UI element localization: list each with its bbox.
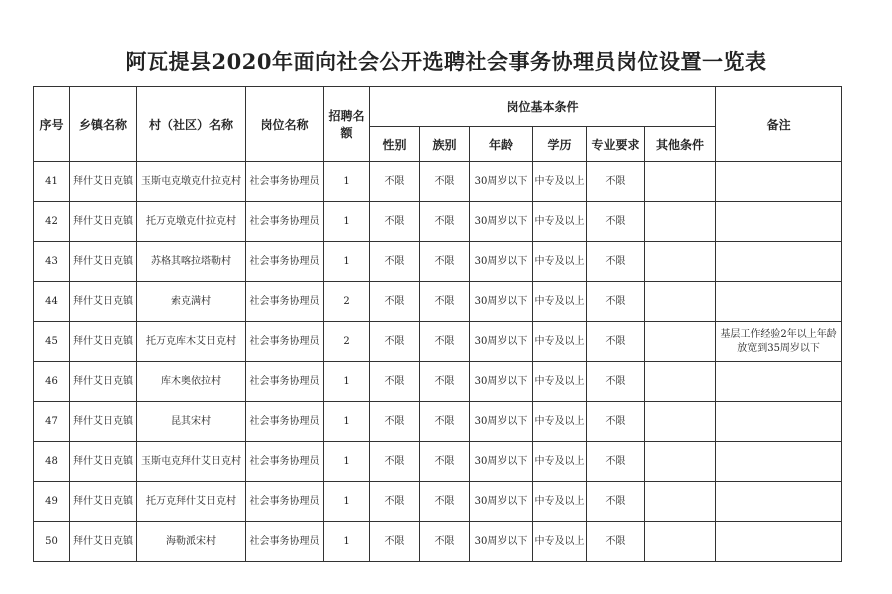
cell-major: 不限 [587, 482, 645, 522]
cell-gender: 不限 [370, 202, 420, 242]
cell-seq: 48 [34, 442, 70, 482]
cell-age: 30周岁以下 [470, 162, 533, 202]
cell-remarks [716, 162, 842, 202]
cell-village: 玉斯屯克拜什艾日克村 [137, 442, 246, 482]
cell-education: 中专及以上 [533, 362, 587, 402]
cell-seq: 41 [34, 162, 70, 202]
cell-other [645, 362, 716, 402]
cell-position: 社会事务协理员 [246, 242, 324, 282]
table-row [34, 362, 842, 402]
cell-education: 中专及以上 [533, 402, 587, 442]
cell-age: 30周岁以下 [470, 202, 533, 242]
table-row [34, 162, 842, 202]
cell-major: 不限 [587, 522, 645, 562]
cell-township: 拜什艾日克镇 [70, 202, 137, 242]
cell-position: 社会事务协理员 [246, 402, 324, 442]
cell-age: 30周岁以下 [470, 322, 533, 362]
cell-other [645, 282, 716, 322]
cell-education: 中专及以上 [533, 442, 587, 482]
cell-major: 不限 [587, 362, 645, 402]
cell-gender: 不限 [370, 482, 420, 522]
cell-township: 拜什艾日克镇 [70, 282, 137, 322]
cell-township: 拜什艾日克镇 [70, 522, 137, 562]
cell-major: 不限 [587, 282, 645, 322]
cell-village: 玉斯屯克墩克什拉克村 [137, 162, 246, 202]
header-remarks: 备注 [716, 87, 842, 162]
cell-village: 托万克拜什艾日克村 [137, 482, 246, 522]
cell-gender: 不限 [370, 282, 420, 322]
cell-other [645, 242, 716, 282]
cell-age: 30周岁以下 [470, 282, 533, 322]
cell-remarks [716, 242, 842, 282]
table-row [34, 202, 842, 242]
header-ethnicity: 族别 [420, 127, 470, 162]
cell-ethnicity: 不限 [420, 162, 470, 202]
cell-remarks [716, 282, 842, 322]
cell-remarks [716, 402, 842, 442]
cell-remarks: 基层工作经验2年以上年龄放宽到35周岁以下 [716, 322, 842, 362]
cell-quota: 1 [324, 442, 370, 482]
cell-quota: 1 [324, 522, 370, 562]
table-row [34, 402, 842, 442]
cell-gender: 不限 [370, 402, 420, 442]
cell-village: 托万克墩克什拉克村 [137, 202, 246, 242]
cell-quota: 1 [324, 162, 370, 202]
header-gender: 性别 [370, 127, 420, 162]
cell-township: 拜什艾日克镇 [70, 242, 137, 282]
cell-seq: 43 [34, 242, 70, 282]
table-row [34, 482, 842, 522]
cell-quota: 1 [324, 362, 370, 402]
table-row [34, 322, 842, 362]
cell-village: 昆其宋村 [137, 402, 246, 442]
header-position: 岗位名称 [246, 87, 324, 162]
cell-other [645, 402, 716, 442]
cell-education: 中专及以上 [533, 162, 587, 202]
cell-ethnicity: 不限 [420, 202, 470, 242]
cell-other [645, 482, 716, 522]
cell-village: 索克满村 [137, 282, 246, 322]
cell-education: 中专及以上 [533, 282, 587, 322]
header-major: 专业要求 [587, 127, 645, 162]
cell-ethnicity: 不限 [420, 322, 470, 362]
cell-ethnicity: 不限 [420, 522, 470, 562]
cell-quota: 1 [324, 202, 370, 242]
cell-education: 中专及以上 [533, 242, 587, 282]
cell-age: 30周岁以下 [470, 362, 533, 402]
cell-position: 社会事务协理员 [246, 322, 324, 362]
cell-gender: 不限 [370, 442, 420, 482]
cell-ethnicity: 不限 [420, 442, 470, 482]
cell-quota: 1 [324, 482, 370, 522]
header-education: 学历 [533, 127, 587, 162]
cell-position: 社会事务协理员 [246, 162, 324, 202]
cell-position: 社会事务协理员 [246, 202, 324, 242]
cell-village: 库木奥依拉村 [137, 362, 246, 402]
cell-major: 不限 [587, 322, 645, 362]
cell-seq: 50 [34, 522, 70, 562]
cell-quota: 2 [324, 322, 370, 362]
cell-major: 不限 [587, 202, 645, 242]
table-row [34, 522, 842, 562]
cell-ethnicity: 不限 [420, 482, 470, 522]
header-township: 乡镇名称 [70, 87, 137, 162]
cell-other [645, 442, 716, 482]
table-row [34, 442, 842, 482]
cell-village: 托万克库木艾日克村 [137, 322, 246, 362]
cell-quota: 1 [324, 402, 370, 442]
cell-education: 中专及以上 [533, 202, 587, 242]
cell-ethnicity: 不限 [420, 362, 470, 402]
cell-position: 社会事务协理员 [246, 442, 324, 482]
cell-remarks [716, 362, 842, 402]
cell-township: 拜什艾日克镇 [70, 362, 137, 402]
cell-gender: 不限 [370, 162, 420, 202]
cell-seq: 46 [34, 362, 70, 402]
cell-age: 30周岁以下 [470, 402, 533, 442]
cell-education: 中专及以上 [533, 322, 587, 362]
cell-position: 社会事务协理员 [246, 362, 324, 402]
header-seq: 序号 [34, 87, 70, 162]
header-quota: 招聘名额 [324, 87, 370, 162]
cell-township: 拜什艾日克镇 [70, 162, 137, 202]
cell-village: 苏格其喀拉塔勒村 [137, 242, 246, 282]
cell-seq: 45 [34, 322, 70, 362]
cell-remarks [716, 522, 842, 562]
cell-seq: 47 [34, 402, 70, 442]
cell-ethnicity: 不限 [420, 282, 470, 322]
table-row [34, 282, 842, 322]
cell-township: 拜什艾日克镇 [70, 402, 137, 442]
cell-township: 拜什艾日克镇 [70, 442, 137, 482]
cell-age: 30周岁以下 [470, 482, 533, 522]
positions-table [33, 86, 842, 562]
cell-education: 中专及以上 [533, 482, 587, 522]
cell-quota: 2 [324, 282, 370, 322]
cell-township: 拜什艾日克镇 [70, 482, 137, 522]
cell-position: 社会事务协理员 [246, 482, 324, 522]
cell-seq: 42 [34, 202, 70, 242]
header-age: 年龄 [470, 127, 533, 162]
cell-village: 海勒派宋村 [137, 522, 246, 562]
cell-age: 30周岁以下 [470, 522, 533, 562]
cell-gender: 不限 [370, 522, 420, 562]
header-conditions: 岗位基本条件 [370, 87, 716, 127]
header-row-1 [34, 87, 842, 127]
cell-other [645, 522, 716, 562]
cell-age: 30周岁以下 [470, 442, 533, 482]
cell-age: 30周岁以下 [470, 242, 533, 282]
cell-gender: 不限 [370, 362, 420, 402]
cell-position: 社会事务协理员 [246, 522, 324, 562]
cell-gender: 不限 [370, 322, 420, 362]
cell-other [645, 162, 716, 202]
cell-education: 中专及以上 [533, 522, 587, 562]
table-row [34, 242, 842, 282]
cell-major: 不限 [587, 442, 645, 482]
page-title: 阿瓦提县2020年面向社会公开选聘社会事务协理员岗位设置一览表 [125, 49, 767, 74]
cell-major: 不限 [587, 162, 645, 202]
header-village: 村（社区）名称 [137, 87, 246, 162]
cell-other [645, 202, 716, 242]
header-other: 其他条件 [645, 127, 716, 162]
cell-quota: 1 [324, 242, 370, 282]
cell-ethnicity: 不限 [420, 242, 470, 282]
cell-position: 社会事务协理员 [246, 282, 324, 322]
cell-remarks [716, 442, 842, 482]
cell-major: 不限 [587, 402, 645, 442]
cell-township: 拜什艾日克镇 [70, 322, 137, 362]
cell-other [645, 322, 716, 362]
cell-seq: 49 [34, 482, 70, 522]
cell-remarks [716, 202, 842, 242]
cell-remarks [716, 482, 842, 522]
cell-ethnicity: 不限 [420, 402, 470, 442]
cell-gender: 不限 [370, 242, 420, 282]
cell-major: 不限 [587, 242, 645, 282]
cell-seq: 44 [34, 282, 70, 322]
